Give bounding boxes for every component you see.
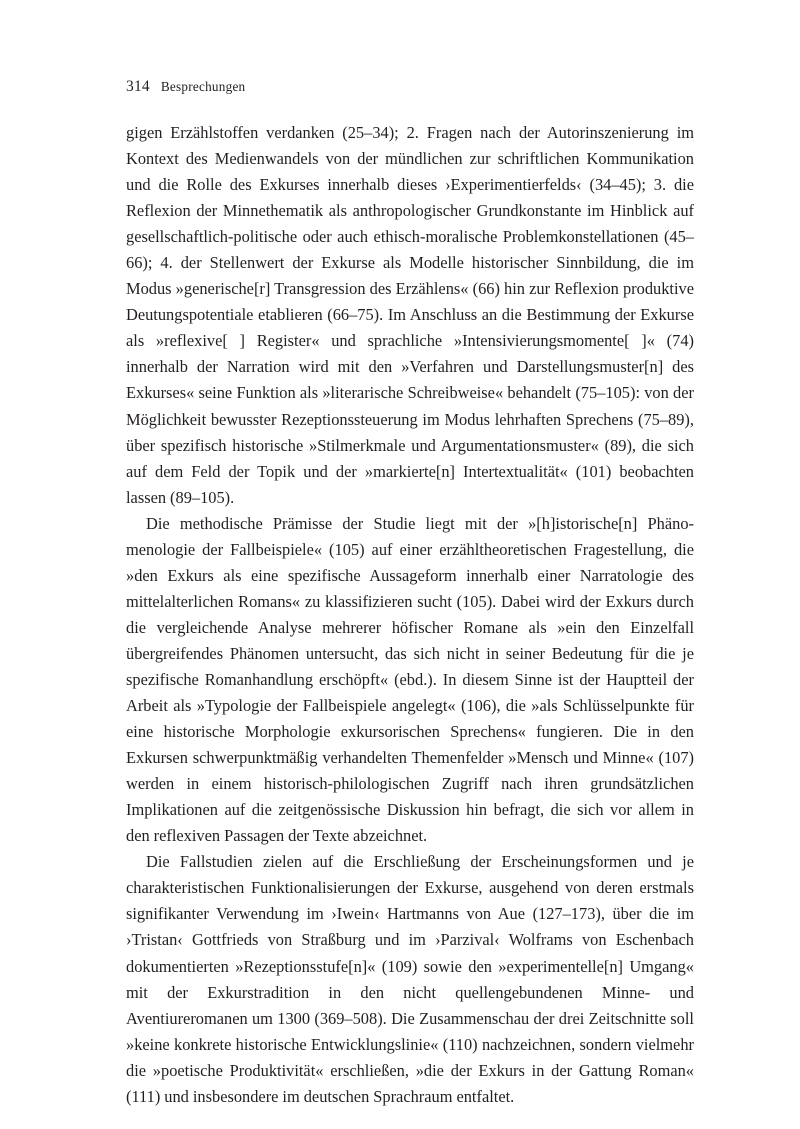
page-number: 314	[126, 78, 150, 95]
paragraph: Die Fallstudien zielen auf die Erschließung der Erscheinungsformen und je charakteristischen Funktionalisierungen der Exkurse, ausgehend von deren erstmals signifikanter Verwendung im ›Iwein‹ Hartmanns von Aue (127–173), über die im ›Tristan‹ Gottfrieds von Straßburg und im ›Parzival‹ Wolframs von Eschenbach dokumentierten »Rezeptionsstufe[n]« (109) sowie den »experimentelle[n] Umgang« mit der Exkurstradition in den nicht quellengebundenen Minne- und Aventiureromanen um 1300 (369–508). Die Zusammenschau der drei Zeitschnitte soll »keine konkrete historische Entwicklungslinie« (110) nachzeichnen, sondern vielmehr die »poetische Produktivität« erschließen, »die der Exkurs in der Gattung Roman« (111) und insbesondere im deutschen Sprachraum entfaltet.	[126, 852, 694, 1106]
body-text-column	[126, 120, 694, 1110]
paragraph: gigen Erzählstoffen verdanken (25–34); 2. Fragen nach der Autorinszenierung im Kontext des Medienwandels von der mündlichen zur schriftlichen Kommunikation und die Rolle des Exkurses innerhalb dieses ›Experimentierfelds‹ (34–45); 3. die Reflexion der Minnethematik als anthropologischer Grundkonstante im Hinblick auf gesellschaftlich-politische oder auch ethisch-moralische Problemkonstellationen (45–66); 4. der Stellenwert der Exkurse als Modelle historischer Sinnbildung, die im Modus »generische[r] Transgression des Erzählens« (66) hin zur Reflexion produktive Deutungspotentiale etablieren (66–75). Im Anschluss an die Bestimmung der Exkurse als »reflexive[ ] Register« und sprachliche »Intensivierungsmomente[ ]« (74) innerhalb der Narration wird mit den »Verfahren und Darstellungsmuster[n] des Exkurses« seine Funktion als »literarische Schreibweise« behandelt (75–105): von der Möglichkeit bewusster Rezeptionssteuerung im Modus lehrhaften Sprechens (75–89), über spezifisch historische »Stilmerkmale und Argumentationsmuster« (89), die sich auf dem Feld der Topik und der »markierte[n] Intertextualität« (101) beobachten lassen (89–105).	[126, 123, 694, 507]
running-head	[126, 78, 694, 96]
running-head-title: Besprechungen	[160, 79, 246, 94]
paragraph: Die methodische Prämisse der Studie liegt mit der »[h]istorische[n] Phänomenologie der Fallbeispiele« (105) auf einer erzähltheoretischen Fragestellung, die »den Exkurs als eine spezifische Aussageform innerhalb einer Narratologie des mittelalterlichen Romans« zu klassifizieren sucht (105). Dabei wird der Exkurs durch die vergleichende Analyse mehrerer höfischer Romane als »ein den Einzelfall übergreifendes Phänomen untersucht, das sich nicht in seiner Bedeutung für die je spezifische Romanhandlung erschöpft« (ebd.). In diesem Sinne ist der Hauptteil der Arbeit als »Typologie der Fallbeispiele angelegt« (106), die »als Schlüsselpunkte für eine historische Morphologie exkursorischen Sprechens« fungieren. Die in den Exkursen schwerpunktmäßig verhandelten Themenfelder »Mensch und Minne« (107) werden in einem historisch-philologischen Zugriff nach ihren grundsätzlichen Implikationen auf die zeitgenössische Diskussion hin befragt, die sich vor allem in den reflexiven Passagen der Texte abzeichnet.	[126, 513, 694, 846]
